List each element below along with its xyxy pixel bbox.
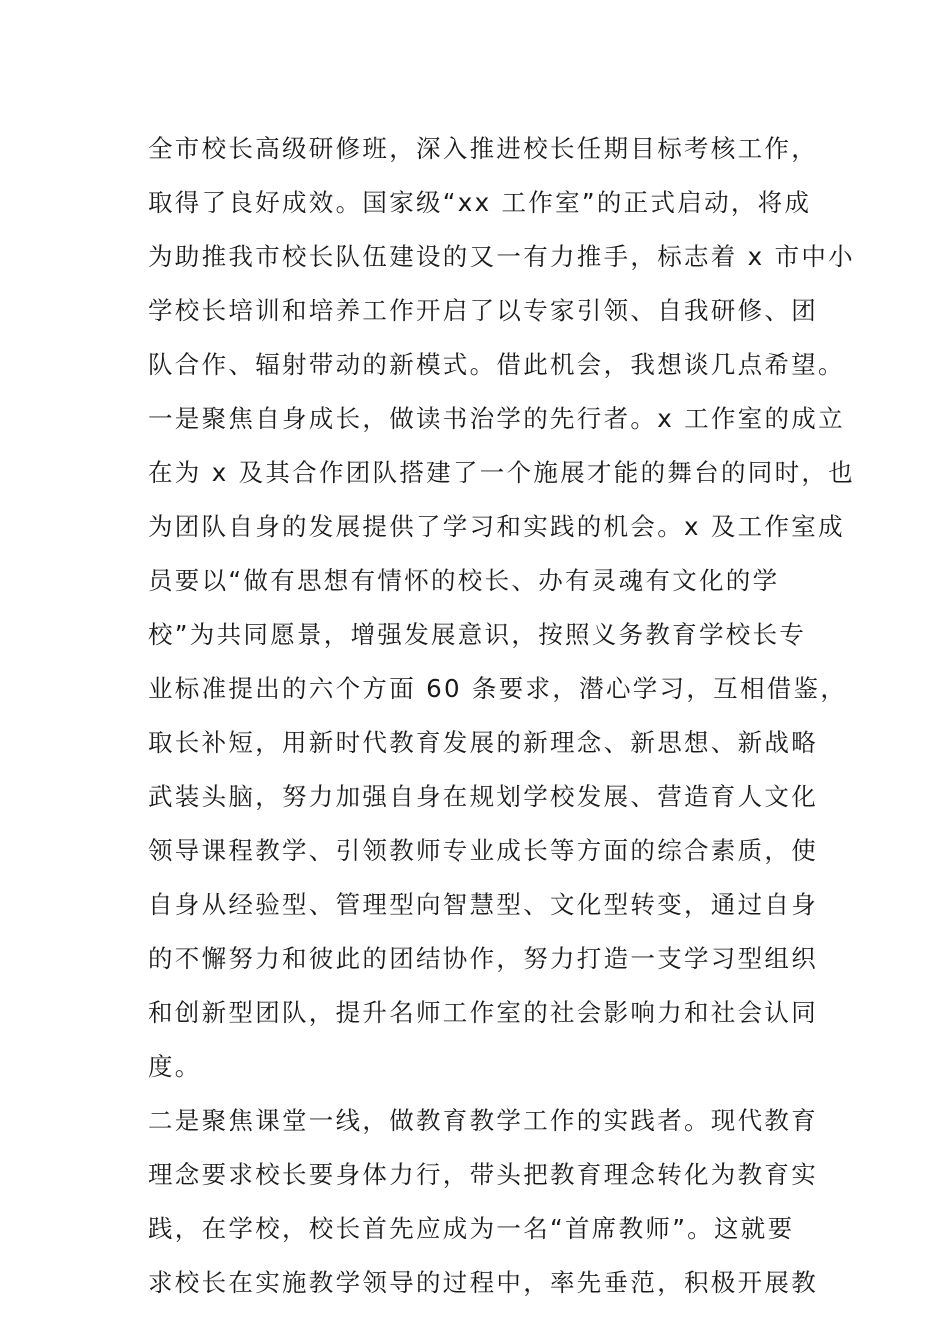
body-text [148,122,855,1310]
text-line: 业标准提出的六个方面 60 条要求，潜心学习，互相借鉴， [148,674,848,703]
text-line: 理念要求校长要身体力行，带头把教育理念转化为教育实 [148,1160,818,1189]
text-line: 和创新型团队，提升名师工作室的社会影响力和社会认同 [148,998,818,1027]
text-line: 武装头脑，努力加强自身在规划学校发展、营造育人文化 [148,782,818,811]
text-line: 求校长在实施教学领导的过程中，率先垂范，积极开展教 [148,1268,818,1297]
text-line: 领导课程教学、引领教师专业成长等方面的综合素质，使 [148,836,818,865]
text-line: 的不懈努力和彼此的团结协作，努力打造一支学习型组织 [148,944,818,973]
text-line: 度。 [148,1052,202,1081]
text-line: 践，在学校，校长首先应成为一名“首席教师”。这就要 [148,1214,795,1243]
text-line: 校”为共同愿景，增强发展意识，按照义务教育学校长专 [148,620,807,649]
text-line: 在为 x 及其合作团队搭建了一个施展才能的舞台的同时，也 [148,458,855,487]
text-line: 为助推我市校长队伍建设的又一有力推手，标志着 x 市中小 [148,242,855,271]
text-line: 为团队自身的发展提供了学习和实践的机会。x 及工作室成 [148,512,845,541]
text-line: 一是聚焦自身成长，做读书治学的先行者。x 工作室的成立 [148,404,845,433]
text-line: 学校长培训和培养工作开启了以专家引领、自我研修、团 [148,296,818,325]
text-line: 取长补短，用新时代教育发展的新理念、新思想、新战略 [148,728,818,757]
text-line: 全市校长高级研修班，深入推进校长任期目标考核工作， [148,134,818,163]
text-line: 取得了良好成效。国家级“xx 工作室”的正式启动，将成 [148,188,812,217]
text-line: 自身从经验型、管理型向智慧型、文化型转变，通过自身 [148,890,818,919]
text-line: 二是聚焦课堂一线，做教育教学工作的实践者。现代教育 [148,1106,818,1135]
text-line: 员要以“做有思想有情怀的校长、办有灵魂有文化的学 [148,566,780,595]
text-line: 队合作、辐射带动的新模式。借此机会，我想谈几点希望。 [148,350,845,379]
